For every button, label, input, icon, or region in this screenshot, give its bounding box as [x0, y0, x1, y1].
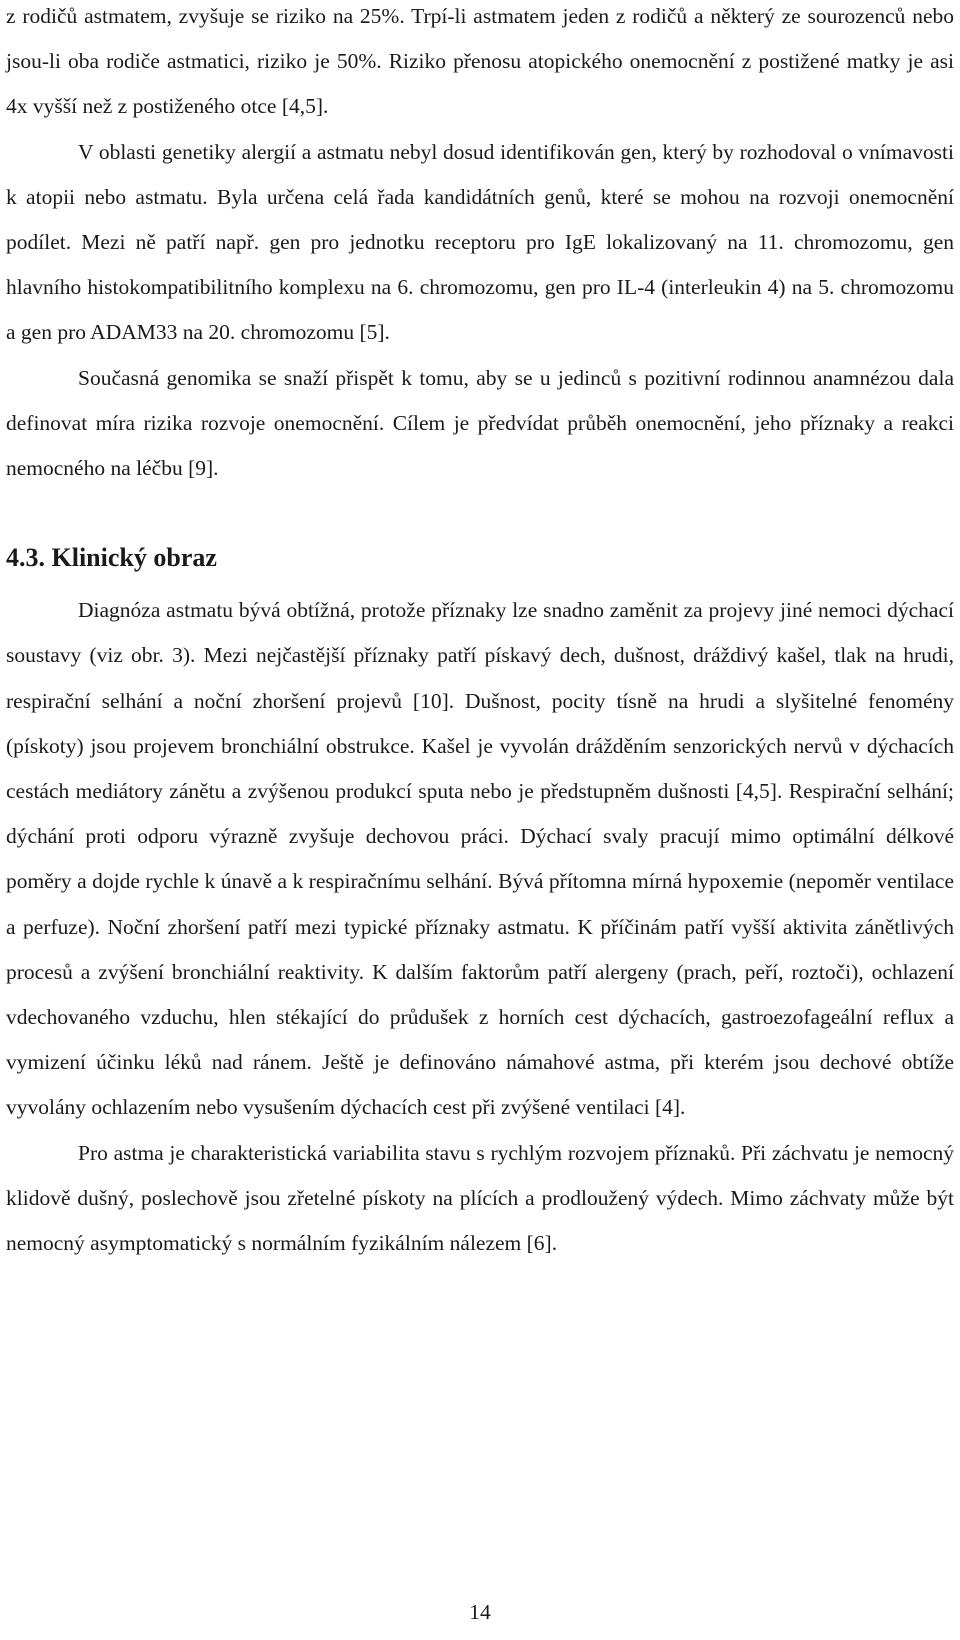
paragraph-diagnosis: Diagnóza astmatu bývá obtížná, protože příznaky lze snadno zaměnit za projevy jiné nemoci dýchací soustavy (viz obr. 3). Mezi nejčastější příznaky patří pískavý dech, dušnost, dráždivý kašel, tlak na hrudi, respirační selhání a noční zhoršení projevů [10]. Dušnost, pocity tísně na hrudi a slyšitelné fenomény (pískoty) jsou projevem bronchiální obstrukce. Kašel je vyvolán drážděním senzorických nervů v dýchacích cestách mediátory zánětu a zvýšenou produkcí sputa nebo je předstupněm dušnosti [4,5]. Respirační selhání; dýchání proti odporu výrazně zvyšuje dechovou práci. Dýchací svaly pracují mimo optimální délkové poměry a dojde rychle k únavě a k respiračnímu selhání. Bývá přítomna mírná hypoxemie (nepoměr ventilace a perfuze). Noční zhoršení patří mezi typické příznaky astmatu. K příčinám patří vyšší aktivita zánětlivých procesů a zvýšení bronchiální reaktivity. K dalším faktorům patří alergeny (prach, peří, roztoči), ochlazení vdechovaného vzduchu, hlen stékající do průdušek z horních cest dýchacích, gastroezofageální reflux a vymizení účinku léků nad ránem. Ještě je definováno námahové astma, při kterém jsou dechové obtíže vyvolány ochlazením nebo vysušením dýchacích cest při zvýšené ventilaci [4]. — [6, 598, 954, 1120]
section-heading: 4.3. Klinický obraz — [6, 543, 217, 573]
document-page — [6, 0, 954, 1266]
page-number: 14 — [469, 1600, 491, 1624]
section-spacer — [6, 491, 954, 516]
paragraph-variability: Pro astma je charakteristická variabilita stavu s rychlým rozvojem příznaků. Při záchvatu je nemocný klidově dušný, poslechově jsou zřetelné pískoty na plících a prodloužený výdech. Mimo záchvaty může být nemocný asymptomatický s normálním fyzikálním nálezem [6]. — [6, 1140, 954, 1256]
paragraph-risk-heredity: z rodičů astmatem, zvyšuje se riziko na 25%. Trpí-li astmatem jeden z rodičů a některý ze sourozenců nebo jsou-li oba rodiče astmatici, riziko je 50%. Riziko přenosu atopického onemocnění z postižené matky je asi 4x vyšší než z postiženého otce [4,5]. — [6, 4, 954, 119]
paragraph-genetics: V oblasti genetiky alergií a astmatu nebyl dosud identifikován gen, který by rozhodoval o vnímavosti k atopii nebo astmatu. Byla určena celá řada kandidátních genů, které se mohou na rozvoji onemocnění podílet. Mezi ně patří např. gen pro jednotku receptoru pro IgE lokalizovaný na 11. chromozomu, gen hlavního histokompatibilitního komplexu na 6. chromozomu, gen pro IL-4 (interleukin 4) na 5. chromozomu a gen pro ADAM33 na 20. chromozomu [5]. — [6, 139, 954, 345]
paragraph-genomics: Současná genomika se snaží přispět k tomu, aby se u jedinců s pozitivní rodinnou anamnézou dala definovat míra rizika rozvoje onemocnění. Cílem je předvídat průběh onemocnění, jeho příznaky a reakci nemocného na léčbu [9]. — [6, 365, 954, 481]
